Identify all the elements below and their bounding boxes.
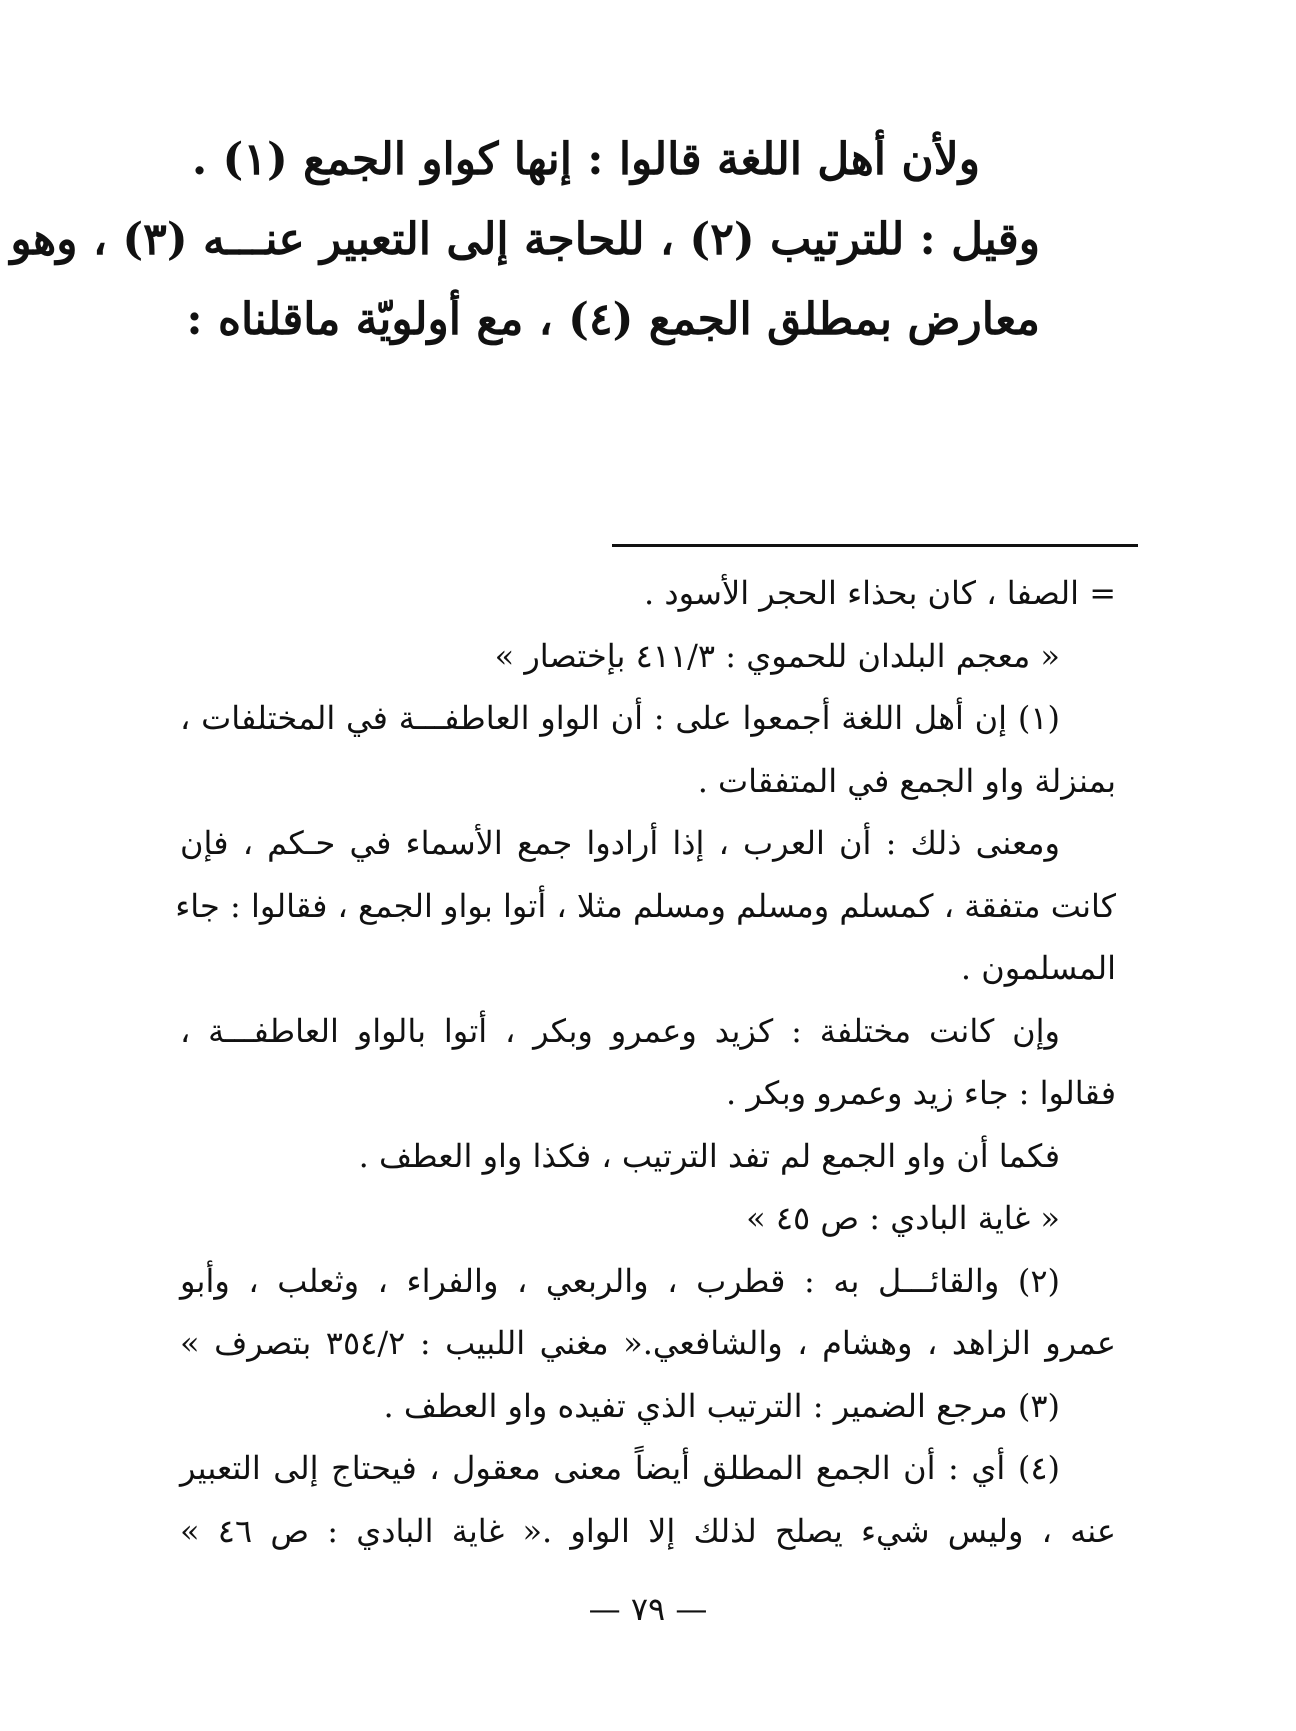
footnote-line-2: « معجم البلدان للحموي : ٤١١/٣ بإختصار » <box>494 636 1060 675</box>
main-line-1: ولأن أهل اللغة قالوا : إنها كواو الجمع (١) . <box>191 134 980 185</box>
footnote-line-3: (١) إن أهل اللغة أجمعوا على : أن الواو العاطفـــة في المختلفات ، <box>180 699 1060 737</box>
main-line-2: وقيل : للترتيب (٢) ، للحاجة إلى التعبير عنـــه (٣) ، وهو <box>10 214 1040 265</box>
footnote-line-10: فكما أن واو الجمع لم تفد الترتيب ، فكذا واو العطف . <box>358 1136 1060 1175</box>
footnote-line-16: عنه ، وليس شيء يصلح لذلك إلا الواو .« غاية البادي : ص ٤٦ » <box>180 1511 1117 1550</box>
footnote-line-1: = الصفا ، كان بحذاء الحجر الأسود . <box>644 574 1116 612</box>
footnote-line-13: عمرو الزاهد ، وهشام ، والشافعي.« مغني اللبيب : ٣٥٤/٢ بتصرف » <box>180 1324 1117 1362</box>
footnote-separator <box>612 544 1138 547</box>
footnote-line-15: (٤) أي : أن الجمع المطلق أيضاً معنى معقول ، فيحتاج إلى التعبير <box>180 1449 1060 1487</box>
footnotes <box>175 562 1117 1562</box>
page-number: — ٧٩ — <box>588 1590 708 1628</box>
footnote-line-8: وإن كانت مختلفة : كزيد وعمرو وبكر ، أتوا بالواو العاطفـــة ، <box>180 1011 1061 1050</box>
footnote-line-9: فقالوا : جاء زيد وعمرو وبكر . <box>726 1074 1116 1112</box>
footnote-line-6: كانت متفقة ، كمسلم ومسلم ومسلم مثلا ، أتوا بواو الجمع ، فقالوا : جاء <box>175 886 1116 925</box>
footnote-line-5: ومعنى ذلك : أن العرب ، إذا أرادوا جمع الأسماء في حـكم ، فإن <box>180 824 1060 862</box>
footnote-line-14: (٣) مرجع الضمير : الترتيب الذي تفيده واو العطف . <box>383 1386 1060 1425</box>
main-line-3: معارض بمطلق الجمع (٤) ، مع أولويّة ماقلناه : <box>186 294 1040 345</box>
footnote-line-12: (٢) والقائـــل به : قطرب ، والربعي ، والفراء ، وثعلب ، وأبو <box>180 1261 1060 1300</box>
footnote-line-11: « غاية البادي : ص ٤٥ » <box>746 1199 1060 1237</box>
footnote-line-7: المسلمون . <box>960 949 1116 987</box>
main-text <box>10 120 1040 360</box>
footnote-line-4: بمنزلة واو الجمع في المتفقات . <box>697 761 1116 800</box>
